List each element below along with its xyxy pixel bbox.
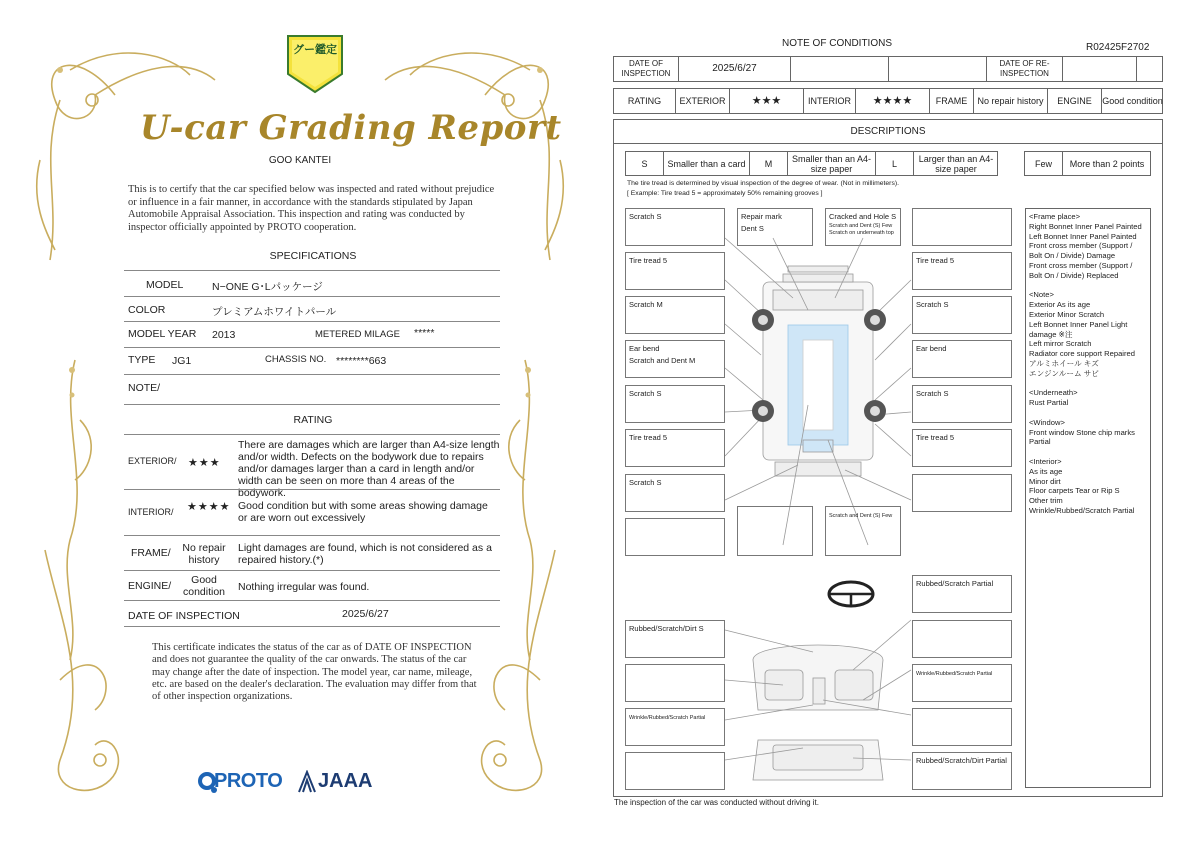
rating-heading: RATING [293,414,333,426]
damage-note-box [625,474,725,512]
damage-note: Scratch and Dent M [629,356,696,365]
interior-note-box [912,708,1012,746]
tire-note: The tire tread is determined by visual inspection of the degree of wear. (Not in millimeters). [627,180,899,187]
damage-note: Scratch M [629,300,663,309]
type-label: TYPE [128,354,156,366]
divider [124,404,500,405]
damage-note: Scratch on underneath top [829,230,894,236]
frame-value: No repair history [182,542,226,566]
inspection-date-label: DATE OF INSPECTION [128,610,240,622]
divider [124,347,500,348]
interior-note-box [625,620,725,658]
tire-example: [ Example: Tire tread 5 = approximately 50% remaining grooves ] [627,190,823,197]
engine-label: ENGINE [1048,89,1102,113]
conditions-heading: NOTE OF CONDITIONS [782,38,892,49]
divider [124,434,500,435]
jaaa-logo-icon [297,770,317,794]
damage-note: Scratch S [629,212,662,221]
divider [124,374,500,375]
damage-note: Scratch and Dent (S) Few [829,223,893,229]
engine-value: Good condition [182,574,226,598]
certification-statement: This is to certify that the car specified below was inspected and rated without prejudice or influence in a fair manner, in accordance with the standards stipulated by Japan Automobile Appraisal Association. This inspection and rating was conducted by inspector officially appointed by PROTO cooperation. [128,184,495,233]
divider [124,321,500,322]
damage-note-box [912,385,1012,423]
divider [124,535,500,536]
color-value: プレミアムホワイトパール [212,306,337,318]
damage-note-box [825,208,901,246]
damage-note: Scratch S [916,300,949,309]
damage-note-box [625,296,725,334]
damage-note: Tire tread 5 [629,256,668,265]
badge-text: グー鑑定 [293,44,337,56]
interior-note: Rubbed/Scratch/Dirt Partial [916,756,1007,765]
type-value: JG1 [172,355,192,367]
divider [124,489,500,490]
model-year-value: 2013 [212,329,236,341]
report-title: U-car Grading Report [140,108,562,148]
interior-label: INTERIOR/ [128,507,174,517]
interior-note-box [912,752,1012,790]
divider [124,296,500,297]
interior-note-box [625,708,725,746]
mileage-label: METERED MILAGE [315,329,400,340]
blank-cell [791,57,889,81]
interior-note-box [912,664,1012,702]
inspection-date-value: 2025/6/27 [342,608,389,620]
engine-label: ENGINE/ [128,580,172,592]
interior-note-box [625,752,725,790]
damage-note-box [625,340,725,378]
interior-label: INTERIOR [804,89,856,113]
damage-note: Scratch and Dent (S) Few [829,513,893,519]
damage-note-box [625,252,725,290]
engine-description: Nothing irregular was found. [238,581,370,593]
proto-logo: PROTO [214,770,283,792]
jaaa-logo: JAAA [318,770,373,792]
model-value: N−ONE G･Lパッケージ [212,281,323,293]
interior-note: <Interior> As its age Minor dirt Floor carpets Tear or Rip S Other trim Wrinkle/Rubbed/Scratch Partial [1029,456,1135,515]
interior-stars: ★★★★ [187,501,231,513]
window-note: <Window> Front window Stone chip marks Partial [1029,417,1135,447]
damage-note-box [737,208,813,246]
damage-note-box [912,429,1012,467]
color-label: COLOR [128,304,166,316]
damage-note-box [625,429,725,467]
engine-value: Good condition [1102,96,1163,106]
re-inspection-label: DATE OF RE-INSPECTION [987,57,1063,81]
date-of-inspection-label: DATE OF INSPECTION [614,57,679,81]
legend-l-key: L [876,152,914,175]
damage-note-box [912,296,1012,334]
exterior-stars: ★★★ [730,89,804,113]
damage-note-box [625,518,725,556]
steering-wheel-icon [829,582,873,606]
damage-note: Cracked and Hole S [829,212,897,221]
interior-stars: ★★★★ [856,89,930,113]
exterior-stars: ★★★ [188,457,221,469]
damage-note-box [625,385,725,423]
size-legend [625,151,998,176]
specifications-heading: SPECIFICATIONS [269,250,357,262]
damage-note: Ear bend [916,344,947,353]
date-of-inspection-value: 2025/6/27 [679,57,791,81]
interior-note: Wrinkle/Rubbed/Scratch Partial [629,715,706,721]
blank-cell [1137,57,1163,81]
interior-note: Wrinkle/Rubbed/Scratch Partial [916,671,993,677]
interior-description: Good condition but with some areas showing damage or are worn out excessively [238,500,488,524]
damage-note: Dent S [741,224,764,233]
model-year-label: MODEL YEAR [128,328,197,340]
interior-note-box [625,664,725,702]
divider [124,626,500,627]
re-inspection-value [1063,57,1137,81]
damage-note: Tire tread 5 [916,433,955,442]
rating-row [613,88,1163,114]
report-subtitle: GOO KANTEI [268,155,332,166]
interior-note-box [912,575,1012,613]
damage-note: Scratch S [916,389,949,398]
inspection-dates-row [613,56,1163,82]
report-id: R02425F2702 [1086,42,1150,53]
damage-note-box [912,208,1012,246]
damage-note: Ear bend [629,344,660,353]
damage-note: Tire tread 5 [629,433,668,442]
damage-note: Tire tread 5 [916,256,955,265]
damage-note: Scratch S [629,389,662,398]
inspection-footer-note: The inspection of the car was conducted without driving it. [614,798,819,807]
damage-note-box [912,474,1012,512]
divider [124,600,500,601]
frame-label: FRAME/ [131,547,171,559]
exterior-label: EXTERIOR [676,89,730,113]
frame-label: FRAME [930,89,974,113]
legend-s-key: S [626,152,664,175]
descriptions-heading: DESCRIPTIONS [613,119,1163,144]
damage-note: Repair mark [741,212,782,221]
legend-l-text: Larger than an A4-size paper [918,153,994,174]
frame-place-note: <Frame place> Right Bonnet Inner Panel Painted Left Bonnet Inner Panel Painted Front cross member (Support / Bolt On / Divide) Damage Front cross member (Support / Bolt On / Divide) Replaced [1029,212,1142,280]
legend-few-text: More than 2 points [1069,158,1145,169]
underneath-note: <Underneath> Rust Partial [1029,388,1078,408]
model-label: MODEL [146,279,184,291]
damage-note: Scratch S [629,478,662,487]
chassis-value: ********663 [336,355,387,367]
general-note: <Note> Exterior As its age Exterior Minor Scratch Left Bonnet Inner Panel Light damage ※注 Left mirror Scratch Radiator core support Repaired アルミホイール キズ エンジンルーム サビ [1029,290,1135,378]
blank-cell [889,57,987,81]
inspection-notes-panel [1025,208,1151,788]
damage-note-box [912,340,1012,378]
frame-value: No repair history [974,89,1048,113]
exterior-description: There are damages which are larger than A4-size length and/or width. Defects on the bodywork due to repairs and/or damages larger than a card in length and/or width can be seen on more than 4 areas of the bodywork. [238,439,500,499]
legend-m-text: Smaller than an A4-size paper [788,152,876,175]
divider [124,270,500,271]
exterior-label: EXTERIOR/ [128,456,177,466]
legend-m-key: M [750,152,788,175]
certificate-disclaimer: This certificate indicates the status of the car as of DATE OF INSPECTION and does not guarantee the quality of the car onwards. The status of the car may change after the date of inspection. The model year, car name, mileage, etc. are based on the dealer's declaration. The evaluation may differ from that of other inspection organizations. [152,642,477,703]
mileage-value: ***** [414,327,435,339]
rating-label: RATING [614,89,676,113]
interior-note: Rubbed/Scratch/Dirt S [629,624,704,633]
damage-note-box [625,208,725,246]
frame-description: Light damages are found, which is not considered as a repaired history.(*) [238,542,492,566]
legend-s-text: Smaller than a card [664,152,750,175]
few-legend [1024,151,1151,176]
damage-note-box [825,506,901,556]
legend-few-key: Few [1025,152,1063,175]
interior-note: Rubbed/Scratch Partial [916,579,994,588]
chassis-label: CHASSIS NO. [265,354,327,365]
interior-note-box [912,620,1012,658]
note-label: NOTE/ [128,382,161,394]
divider [124,570,500,571]
damage-note-box [737,506,813,556]
damage-note-box [912,252,1012,290]
